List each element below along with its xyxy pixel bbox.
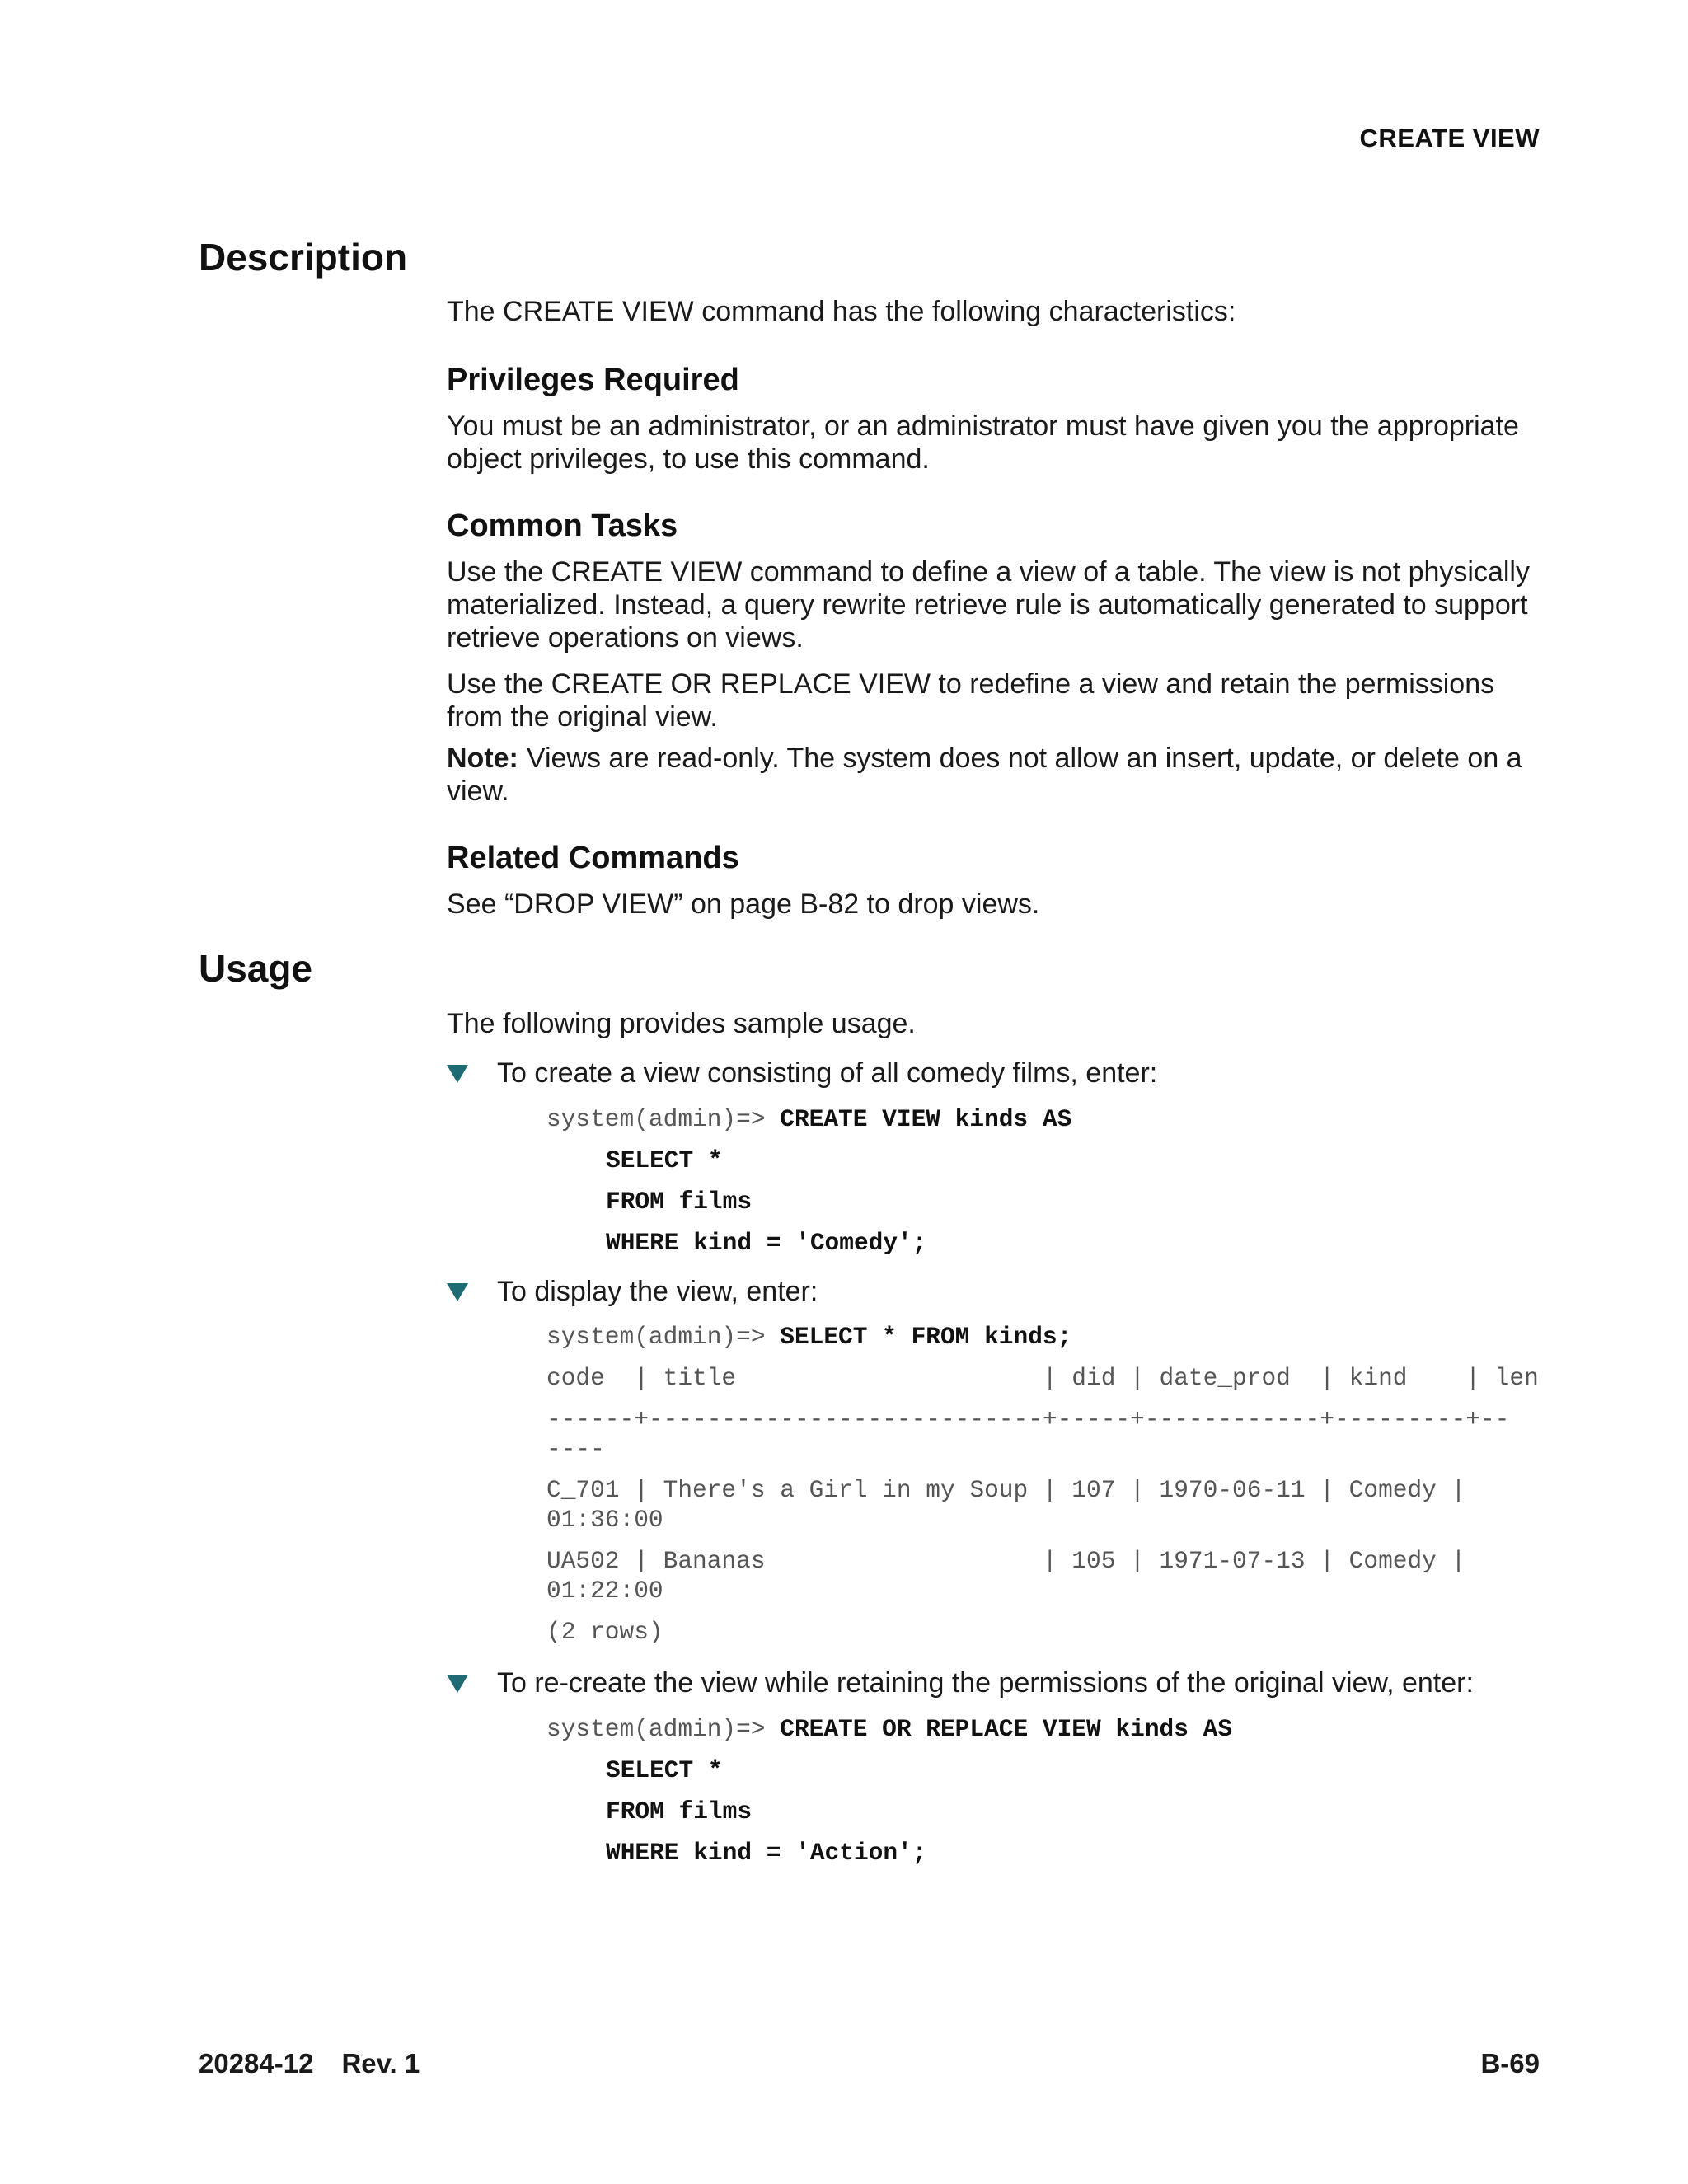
- usage-intro: The following provides sample usage.: [447, 1008, 916, 1039]
- footer-revision: Rev. 1: [341, 2048, 420, 2079]
- triangle-bullet-icon: [447, 1283, 468, 1301]
- common-tasks-para-1: Use the CREATE VIEW command to define a view of a table. The view is not physically materialized. Instead, a query rewrite retrieve rule is automatically generated to support retrieve operations on views.: [447, 556, 1530, 654]
- description-intro: The CREATE VIEW command has the following characteristics:: [447, 296, 1236, 327]
- privileges-heading: Privileges Required: [447, 363, 739, 397]
- triangle-bullet-icon: [447, 1065, 468, 1083]
- output-row: C_701 | There's a Girl in my Soup | 107 | 1970-06-11 | Comedy |: [546, 1476, 1466, 1504]
- code-command: CREATE VIEW kinds AS: [780, 1105, 1072, 1133]
- usage-bullet-text: To re-create the view while retaining the permissions of the original view, enter:: [497, 1667, 1474, 1699]
- running-header: CREATE VIEW: [1359, 124, 1540, 152]
- privileges-text: You must be an administrator, or an administrator must have given you the appropriate object privileges, to use this command.: [447, 410, 1519, 475]
- code-line: SELECT *: [606, 1146, 723, 1174]
- description-heading: Description: [199, 236, 408, 279]
- code-line: [546, 1322, 1539, 1352]
- code-block-3: [546, 1714, 1232, 1868]
- usage-bullet-text: To create a view consisting of all comedy films, enter:: [497, 1057, 1158, 1089]
- triangle-bullet-icon: [447, 1675, 468, 1693]
- note-label: Note:: [447, 743, 518, 774]
- code-prompt: system(admin)=>: [546, 1105, 781, 1133]
- usage-intro-block: [447, 1007, 1543, 1040]
- code-line: [546, 1104, 1071, 1134]
- output-row-wrap: 01:22:00: [546, 1577, 663, 1605]
- code-block-2: [546, 1322, 1539, 1647]
- output-row-wrap: 01:36:00: [546, 1506, 663, 1534]
- common-tasks-para-2: Use the CREATE OR REPLACE VIEW to redefine a view and retain the permissions from the original view.: [447, 668, 1495, 733]
- code-line: WHERE kind = 'Comedy';: [606, 1229, 927, 1257]
- output-header-row: code | title | did | date_prod | kind | len: [546, 1364, 1539, 1392]
- usage-heading: Usage: [199, 947, 313, 990]
- footer-page-number: B-69: [1480, 2048, 1540, 2079]
- note-text: Views are read-only. The system does not allow an insert, update, or delete on a view.: [447, 743, 1522, 807]
- footer-doc-info: [199, 2048, 420, 2079]
- description-body: [447, 295, 1543, 921]
- output-separator: ------+---------------------------+-----+------------+---------+--: [546, 1405, 1510, 1433]
- note: [447, 742, 1543, 808]
- output-row: UA502 | Bananas | 105 | 1971-07-13 | Comedy |: [546, 1547, 1466, 1575]
- code-prompt: system(admin)=>: [546, 1323, 781, 1351]
- related-commands-text: See “DROP VIEW” on page B-82 to drop views.: [447, 888, 1040, 920]
- code-line: SELECT *: [606, 1756, 723, 1784]
- related-commands-heading: Related Commands: [447, 841, 739, 875]
- code-line: WHERE kind = 'Action';: [606, 1839, 927, 1867]
- code-line: FROM films: [606, 1797, 753, 1825]
- common-tasks-heading: Common Tasks: [447, 509, 678, 543]
- code-prompt: system(admin)=>: [546, 1715, 781, 1743]
- output-row-count: (2 rows): [546, 1618, 663, 1646]
- code-line: [546, 1714, 1232, 1744]
- code-command: SELECT * FROM kinds;: [780, 1323, 1072, 1351]
- code-block-1: [546, 1104, 1071, 1258]
- code-command: CREATE OR REPLACE VIEW kinds AS: [780, 1715, 1233, 1743]
- footer-doc-number: 20284-12: [199, 2048, 314, 2079]
- output-separator-wrap: ----: [546, 1435, 605, 1463]
- usage-bullet-text: To display the view, enter:: [497, 1276, 818, 1307]
- code-line: FROM films: [606, 1188, 753, 1216]
